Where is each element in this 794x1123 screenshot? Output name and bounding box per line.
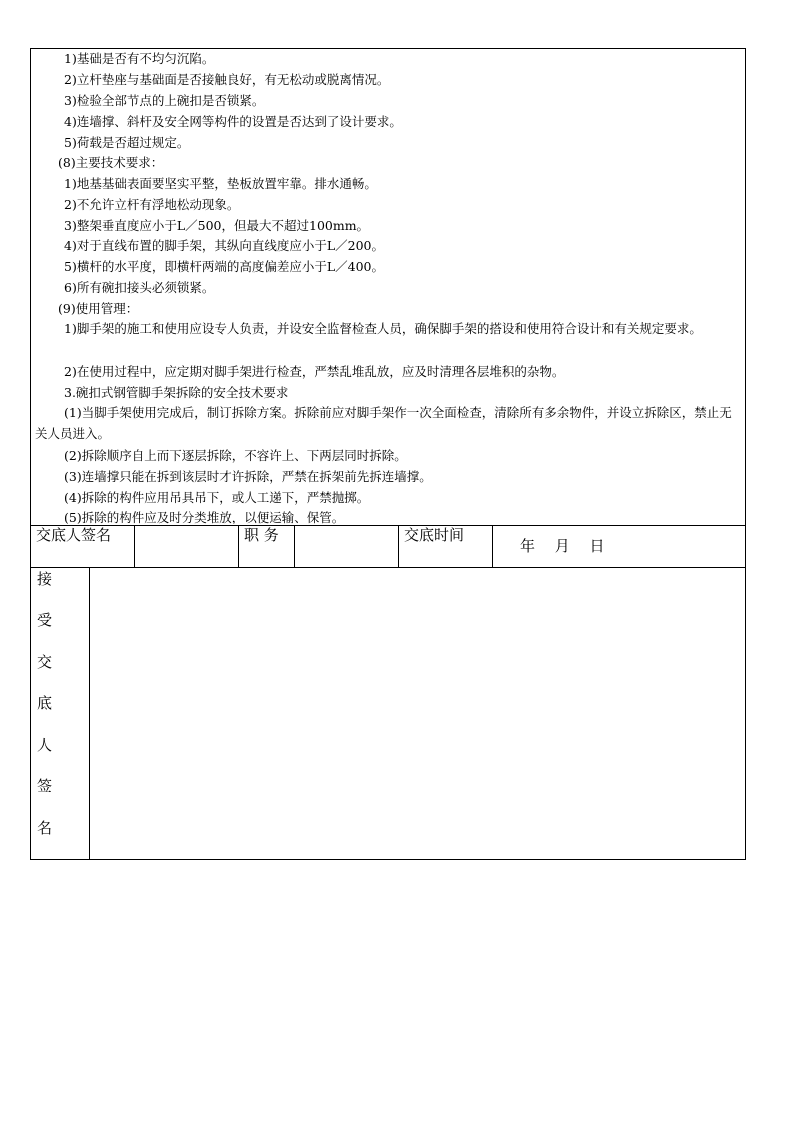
receiver-label-char: 受	[37, 611, 53, 629]
technical-content	[31, 49, 745, 524]
text-line: 6)所有碗扣接头必须锁紧。	[64, 280, 215, 295]
text-line: 2)在使用过程中，应定期对脚手架进行检查，严禁乱堆乱放，应及时清理各层堆积的杂物。	[64, 364, 565, 379]
disclosure-form	[30, 48, 746, 860]
text-line: 1)地基基础表面要坚实平整，垫板放置牢靠。排水通畅。	[64, 176, 377, 191]
receiver-label-char: 接	[37, 570, 53, 588]
receiver-signature-field[interactable]	[93, 571, 741, 855]
text-line: 3)整架垂直度应小于L／500，但最大不超过100mm。	[64, 218, 370, 233]
disclosure-time-label: 交底时间	[404, 526, 465, 544]
divider	[134, 525, 135, 567]
text-line: 4)连墙撑、斜杆及安全网等构件的设置是否达到了设计要求。	[64, 114, 402, 129]
text-line: 4)对于直线布置的脚手架，其纵向直线度应小于L／200。	[64, 238, 384, 253]
text-line: 1)基础是否有不均匀沉陷。	[64, 51, 215, 66]
disclosure-date-field[interactable]: 年 月 日	[520, 537, 605, 555]
text-line: (4)拆除的构件应用吊具吊下，或人工递下，严禁抛掷。	[64, 490, 370, 505]
position-label: 职 务	[244, 526, 279, 544]
divider	[31, 567, 745, 568]
receiver-label-char: 交	[37, 653, 53, 671]
text-line: 5)横杆的水平度，即横杆两端的高度偏差应小于L／400。	[64, 259, 384, 274]
text-line: 2)不允许立杆有浮地松动现象。	[64, 197, 240, 212]
divider	[398, 525, 399, 567]
divider	[89, 567, 90, 859]
discloser-signature-field[interactable]	[137, 526, 235, 564]
text-line: 3)检验全部节点的上碗扣是否锁紧。	[64, 93, 265, 108]
text-line: 5)荷载是否超过规定。	[64, 135, 190, 150]
text-line: (2)拆除顺序自上而下逐层拆除，不容许上、下两层同时拆除。	[64, 448, 407, 463]
discloser-signature-label: 交底人签名	[36, 526, 112, 544]
divider	[294, 525, 295, 567]
position-field[interactable]	[297, 526, 395, 564]
section-heading: (8)主要技术要求：	[58, 155, 164, 170]
receiver-label-char: 人	[37, 736, 53, 754]
section-heading: (9)使用管理：	[58, 301, 139, 316]
section-heading: 3.碗扣式钢管脚手架拆除的安全技术要求	[64, 385, 289, 400]
text-line: (3)连墙撑只能在拆到该层时才许拆除，严禁在拆架前先拆连墙撑。	[64, 469, 432, 484]
text-line: (5)拆除的构件应及时分类堆放，以便运输、保管。	[64, 510, 345, 524]
receiver-label-char: 底	[37, 694, 53, 712]
receiver-label-char: 签	[37, 777, 53, 795]
text-paragraph: (1)当脚手架使用完成后，制订拆除方案。拆除前应对脚手架作一次全面检查，清除所有多余物件，并设立拆除区，禁止无关人员进入。	[35, 405, 732, 441]
receiver-label-char: 名	[37, 819, 53, 837]
divider	[238, 525, 239, 567]
text-line: 2)立杆垫座与基础面是否接触良好，有无松动或脱离情况。	[64, 72, 390, 87]
text-paragraph: 1)脚手架的施工和使用应设专人负责，并设安全监督检查人员，确保脚手架的搭设和使用符合设计和有关规定要求。	[64, 321, 702, 336]
divider	[492, 525, 493, 567]
